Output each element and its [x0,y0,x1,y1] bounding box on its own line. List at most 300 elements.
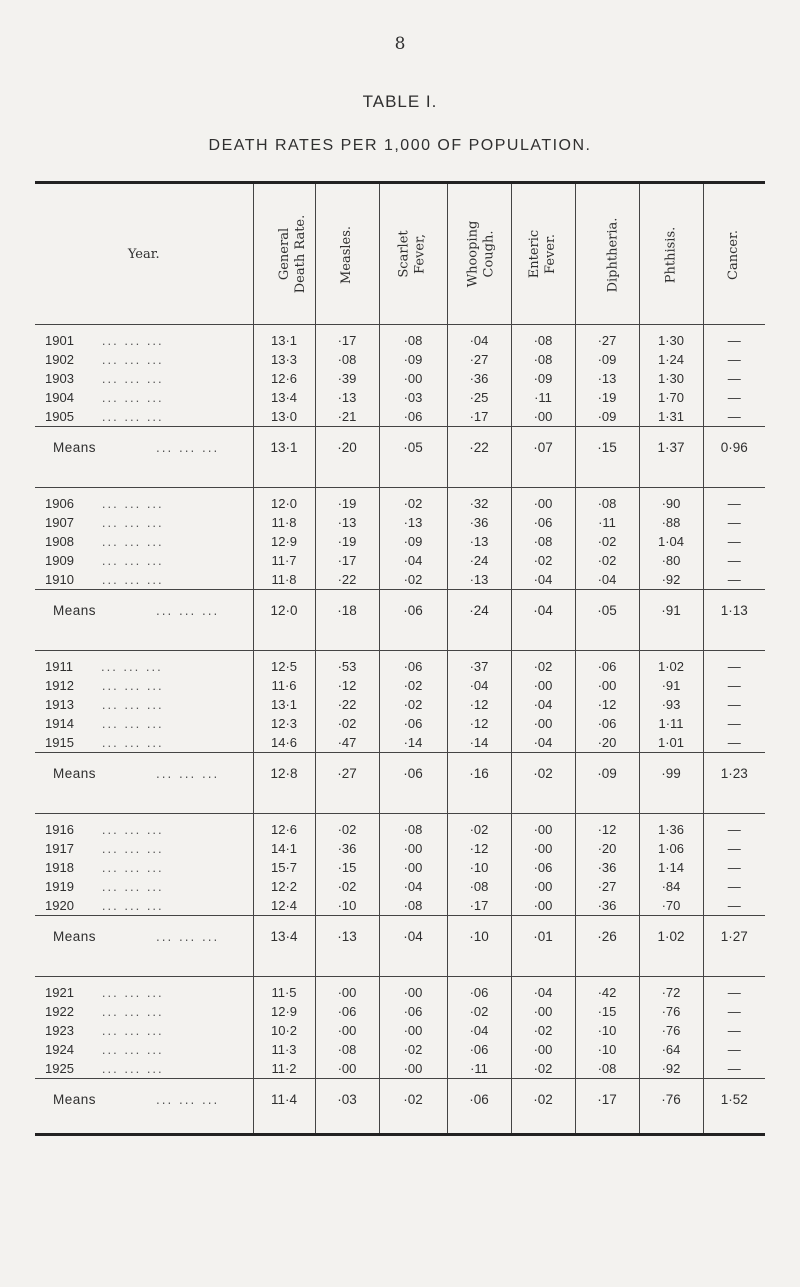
scarlet-cell: ·02 [379,695,447,714]
means-whooping-cell: ·10 [447,916,511,956]
leader-dots: ... ... ... [101,1023,164,1038]
measles-cell: ·36 [315,839,379,858]
whooping-cell: ·36 [447,513,511,532]
leader-dots: ... ... ... [101,898,164,913]
cancer-cell: — [703,858,765,877]
cancer-cell: — [703,733,765,753]
whooping-cell: ·25 [447,388,511,407]
header-enteric-fever [511,183,575,325]
enteric-cell: ·04 [511,733,575,753]
separator-cell [253,630,315,651]
means-enteric-cell: ·02 [511,753,575,793]
scarlet-cell: ·04 [379,551,447,570]
cancer-cell: — [703,407,765,427]
header-whooping-cough-label: Whooping Cough. [464,220,496,288]
separator-cell [639,793,703,814]
enteric-cell: ·04 [511,983,575,1002]
year-cell [35,877,253,896]
diphtheria-cell: ·02 [575,551,639,570]
diphtheria-cell: ·00 [575,676,639,695]
means-cancer-cell: 1·23 [703,753,765,793]
header-phthisis-label: Phthisis. [662,226,678,283]
means-label: Means [53,928,97,944]
diphtheria-cell: ·06 [575,657,639,676]
cancer-cell: — [703,896,765,916]
leader-dots: ... ... ... [101,879,164,894]
cancer-cell: — [703,983,765,1002]
header-general-death-rate [253,183,315,325]
block-gap [35,467,765,488]
scarlet-cell: ·08 [379,820,447,839]
whooping-cell: ·14 [447,733,511,753]
general-cell: 12·9 [253,532,315,551]
enteric-cell: ·00 [511,676,575,695]
enteric-cell: ·00 [511,1002,575,1021]
year-value: 1914 [45,716,74,731]
general-cell: 10·2 [253,1021,315,1040]
means-phthisis-cell: ·76 [639,1079,703,1119]
means-cancer-cell: 0·96 [703,427,765,467]
year-value: 1917 [45,841,74,856]
separator-cell [703,467,765,488]
header-scarlet-fever-label: Scarlet Fever, [396,230,428,278]
means-enteric-cell: ·01 [511,916,575,956]
means-row [35,1079,765,1119]
year-cell [35,858,253,877]
year-cell [35,570,253,590]
measles-cell: ·19 [315,494,379,513]
measles-cell: ·22 [315,695,379,714]
separator-cell [315,467,379,488]
separator-cell [35,793,253,814]
header-phthisis [639,183,703,325]
diphtheria-cell: ·20 [575,839,639,858]
cancer-cell: — [703,570,765,590]
table-body [35,325,765,1135]
table-row [35,839,765,858]
diphtheria-cell: ·15 [575,1002,639,1021]
diphtheria-cell: ·02 [575,532,639,551]
leader-dots: ... ... ... [101,371,164,386]
enteric-cell: ·02 [511,1021,575,1040]
general-cell: 12·4 [253,896,315,916]
scarlet-cell: ·00 [379,983,447,1002]
means-scarlet-cell: ·04 [379,916,447,956]
year-cell [35,657,253,676]
phthisis-cell: 1·36 [639,820,703,839]
year-value: 1923 [45,1023,74,1038]
general-cell: 12·5 [253,657,315,676]
year-cell [35,532,253,551]
separator-cell [575,467,639,488]
cancer-cell: — [703,657,765,676]
year-value: 1903 [45,371,74,386]
scarlet-cell: ·00 [379,369,447,388]
enteric-cell: ·04 [511,695,575,714]
table-row [35,388,765,407]
cancer-cell: — [703,331,765,350]
diphtheria-cell: ·08 [575,494,639,513]
scarlet-cell: ·03 [379,388,447,407]
separator-cell [447,630,511,651]
general-cell: 12·6 [253,820,315,839]
means-enteric-cell: ·02 [511,1079,575,1119]
leader-dots: ... ... ... [101,515,164,530]
year-cell [35,695,253,714]
general-cell: 12·2 [253,877,315,896]
leader-dots: ... ... ... [156,765,220,781]
means-row [35,427,765,467]
cancer-cell: — [703,551,765,570]
enteric-cell: ·04 [511,570,575,590]
phthisis-cell: ·92 [639,1059,703,1079]
table-row [35,513,765,532]
general-cell: 11·2 [253,1059,315,1079]
means-diphtheria-cell: ·15 [575,427,639,467]
header-cancer [703,183,765,325]
year-value: 1913 [45,697,74,712]
measles-cell: ·12 [315,676,379,695]
general-cell: 11·8 [253,513,315,532]
diphtheria-cell: ·10 [575,1040,639,1059]
separator-cell [575,630,639,651]
table-row [35,1059,765,1079]
separator-cell [703,793,765,814]
diphtheria-cell: ·09 [575,407,639,427]
means-general-cell: 12·0 [253,590,315,630]
general-cell: 12·9 [253,1002,315,1021]
whooping-cell: ·11 [447,1059,511,1079]
header-general-death-rate-label: General Death Rate. [276,214,308,294]
phthisis-cell: ·90 [639,494,703,513]
whooping-cell: ·36 [447,369,511,388]
leader-dots: ... ... ... [101,822,164,837]
measles-cell: ·53 [315,657,379,676]
leader-dots: ... ... ... [101,333,164,348]
year-value: 1905 [45,409,74,424]
year-value: 1920 [45,898,74,913]
cancer-cell: — [703,877,765,896]
means-label-cell [35,916,253,956]
means-measles-cell: ·03 [315,1079,379,1119]
header-diphtheria [575,183,639,325]
means-cancer-cell: 1·27 [703,916,765,956]
means-whooping-cell: ·16 [447,753,511,793]
means-diphtheria-cell: ·09 [575,753,639,793]
header-row [35,183,765,325]
year-cell [35,839,253,858]
phthisis-cell: 1·06 [639,839,703,858]
means-scarlet-cell: ·05 [379,427,447,467]
year-value: 1912 [45,678,74,693]
enteric-cell: ·00 [511,877,575,896]
separator-cell [253,793,315,814]
year-value: 1908 [45,534,74,549]
year-value: 1909 [45,553,74,568]
year-cell [35,676,253,695]
general-cell: 11·6 [253,676,315,695]
table-row [35,570,765,590]
separator-cell [575,793,639,814]
phthisis-cell: 1·14 [639,858,703,877]
separator-cell [703,1119,765,1135]
means-label-cell [35,753,253,793]
year-value: 1925 [45,1061,74,1076]
separator-cell [447,956,511,977]
year-cell [35,350,253,369]
measles-cell: ·22 [315,570,379,590]
means-general-cell: 11·4 [253,1079,315,1119]
year-cell [35,714,253,733]
means-cancer-cell: 1·52 [703,1079,765,1119]
header-enteric-fever-label: Enteric Fever. [527,229,558,279]
table-title: TABLE I. [362,92,438,111]
cancer-cell: — [703,676,765,695]
means-diphtheria-cell: ·05 [575,590,639,630]
measles-cell: ·08 [315,1040,379,1059]
year-value: 1918 [45,860,74,875]
table-row [35,877,765,896]
year-value: 1911 [45,659,73,674]
cancer-cell: — [703,839,765,858]
year-value: 1904 [45,390,74,405]
year-cell [35,369,253,388]
diphtheria-cell: ·12 [575,695,639,714]
leader-dots: ... ... ... [101,352,164,367]
whooping-cell: ·04 [447,331,511,350]
enteric-cell: ·00 [511,714,575,733]
table-row [35,494,765,513]
separator-cell [639,467,703,488]
means-scarlet-cell: ·06 [379,753,447,793]
general-cell: 11·8 [253,570,315,590]
general-cell: 13·4 [253,388,315,407]
means-cancer-cell: 1·13 [703,590,765,630]
scarlet-cell: ·06 [379,657,447,676]
year-value: 1910 [45,572,74,587]
leader-dots: ... ... ... [101,697,164,712]
scarlet-cell: ·09 [379,350,447,369]
leader-dots: ... ... ... [101,534,164,549]
separator-cell [703,630,765,651]
enteric-cell: ·08 [511,350,575,369]
year-cell [35,513,253,532]
table-row [35,733,765,753]
whooping-cell: ·24 [447,551,511,570]
whooping-cell: ·06 [447,1040,511,1059]
measles-cell: ·08 [315,350,379,369]
table-row [35,657,765,676]
means-label: Means [53,1091,97,1107]
general-cell: 11·5 [253,983,315,1002]
whooping-cell: ·12 [447,839,511,858]
enteric-cell: ·00 [511,896,575,916]
phthisis-cell: ·70 [639,896,703,916]
separator-cell [379,630,447,651]
diphtheria-cell: ·20 [575,733,639,753]
phthisis-cell: 1·30 [639,331,703,350]
death-rates-table [35,181,765,1136]
diphtheria-cell: ·10 [575,1021,639,1040]
scarlet-cell: ·00 [379,839,447,858]
means-general-cell: 13·4 [253,916,315,956]
means-label: Means [53,439,97,455]
general-cell: 12·3 [253,714,315,733]
phthisis-cell: ·91 [639,676,703,695]
diphtheria-cell: ·11 [575,513,639,532]
table-row [35,676,765,695]
scarlet-cell: ·09 [379,532,447,551]
measles-cell: ·00 [315,1021,379,1040]
whooping-cell: ·06 [447,983,511,1002]
scarlet-cell: ·06 [379,407,447,427]
cancer-cell: — [703,494,765,513]
year-cell [35,551,253,570]
leader-dots: ... ... ... [156,602,220,618]
whooping-cell: ·08 [447,877,511,896]
separator-cell [379,793,447,814]
table-row [35,532,765,551]
leader-dots: ... ... ... [101,496,164,511]
cancer-cell: — [703,714,765,733]
header-measles-label: Measles. [339,225,354,284]
leader-dots: ... ... ... [101,1061,164,1076]
means-measles-cell: ·27 [315,753,379,793]
header-year: Year. [127,246,160,262]
separator-cell [575,956,639,977]
means-row [35,753,765,793]
year-value: 1922 [45,1004,74,1019]
table-row [35,551,765,570]
year-cell [35,733,253,753]
year-value: 1915 [45,735,74,750]
phthisis-cell: 1·11 [639,714,703,733]
measles-cell: ·19 [315,532,379,551]
whooping-cell: ·27 [447,350,511,369]
means-general-cell: 13·1 [253,427,315,467]
whooping-cell: ·10 [447,858,511,877]
phthisis-cell: 1·01 [639,733,703,753]
whooping-cell: ·02 [447,1002,511,1021]
measles-cell: ·02 [315,714,379,733]
general-cell: 13·1 [253,331,315,350]
table-row [35,369,765,388]
phthisis-cell: 1·24 [639,350,703,369]
separator-cell [511,467,575,488]
leader-dots: ... ... ... [101,553,164,568]
phthisis-cell: ·76 [639,1002,703,1021]
cancer-cell: — [703,350,765,369]
whooping-cell: ·17 [447,896,511,916]
table-row [35,1021,765,1040]
measles-cell: ·00 [315,983,379,1002]
phthisis-cell: ·64 [639,1040,703,1059]
means-phthisis-cell: ·99 [639,753,703,793]
separator-cell [447,793,511,814]
year-cell [35,1002,253,1021]
leader-dots: ... ... ... [101,735,164,750]
phthisis-cell: ·92 [639,570,703,590]
means-label: Means [53,765,97,781]
year-value: 1901 [45,333,74,348]
means-label: Means [53,602,97,618]
year-value: 1921 [45,985,74,1000]
general-cell: 13·0 [253,407,315,427]
header-measles [315,183,379,325]
measles-cell: ·06 [315,1002,379,1021]
cancer-cell: — [703,388,765,407]
measles-cell: ·39 [315,369,379,388]
means-whooping-cell: ·22 [447,427,511,467]
block-gap [35,630,765,651]
enteric-cell: ·11 [511,388,575,407]
cancer-cell: — [703,695,765,714]
cancer-cell: — [703,1002,765,1021]
general-cell: 12·0 [253,494,315,513]
means-row [35,590,765,630]
means-phthisis-cell: 1·02 [639,916,703,956]
separator-cell [447,467,511,488]
separator-cell [35,1119,253,1135]
measles-cell: ·00 [315,1059,379,1079]
whooping-cell: ·32 [447,494,511,513]
scarlet-cell: ·02 [379,570,447,590]
means-whooping-cell: ·24 [447,590,511,630]
table-row [35,407,765,427]
separator-cell [447,1119,511,1135]
year-cell [35,331,253,350]
scarlet-cell: ·06 [379,1002,447,1021]
means-row [35,916,765,956]
year-cell [35,388,253,407]
phthisis-cell: ·80 [639,551,703,570]
header-cancer-label: Cancer. [726,229,742,280]
scarlet-cell: ·02 [379,494,447,513]
diphtheria-cell: ·36 [575,896,639,916]
phthisis-cell: 1·70 [639,388,703,407]
means-whooping-cell: ·06 [447,1079,511,1119]
separator-cell [511,956,575,977]
cancer-cell: — [703,1021,765,1040]
means-diphtheria-cell: ·26 [575,916,639,956]
separator-cell [35,630,253,651]
separator-cell [35,467,253,488]
year-cell [35,494,253,513]
block-gap [35,1119,765,1135]
measles-cell: ·02 [315,820,379,839]
death-rates-table-container [35,181,765,1136]
whooping-cell: ·13 [447,532,511,551]
leader-dots: ... ... ... [101,1004,164,1019]
cancer-cell: — [703,1040,765,1059]
scarlet-cell: ·02 [379,1040,447,1059]
enteric-cell: ·08 [511,331,575,350]
separator-cell [703,956,765,977]
phthisis-cell: 1·30 [639,369,703,388]
enteric-cell: ·08 [511,532,575,551]
separator-cell [315,630,379,651]
whooping-cell: ·12 [447,695,511,714]
measles-cell: ·47 [315,733,379,753]
diphtheria-cell: ·06 [575,714,639,733]
header-whooping-cough [447,183,511,325]
year-value: 1924 [45,1042,74,1057]
scarlet-cell: ·14 [379,733,447,753]
leader-dots: ... ... ... [101,860,164,875]
general-cell: 14·6 [253,733,315,753]
means-label-cell [35,427,253,467]
measles-cell: ·10 [315,896,379,916]
